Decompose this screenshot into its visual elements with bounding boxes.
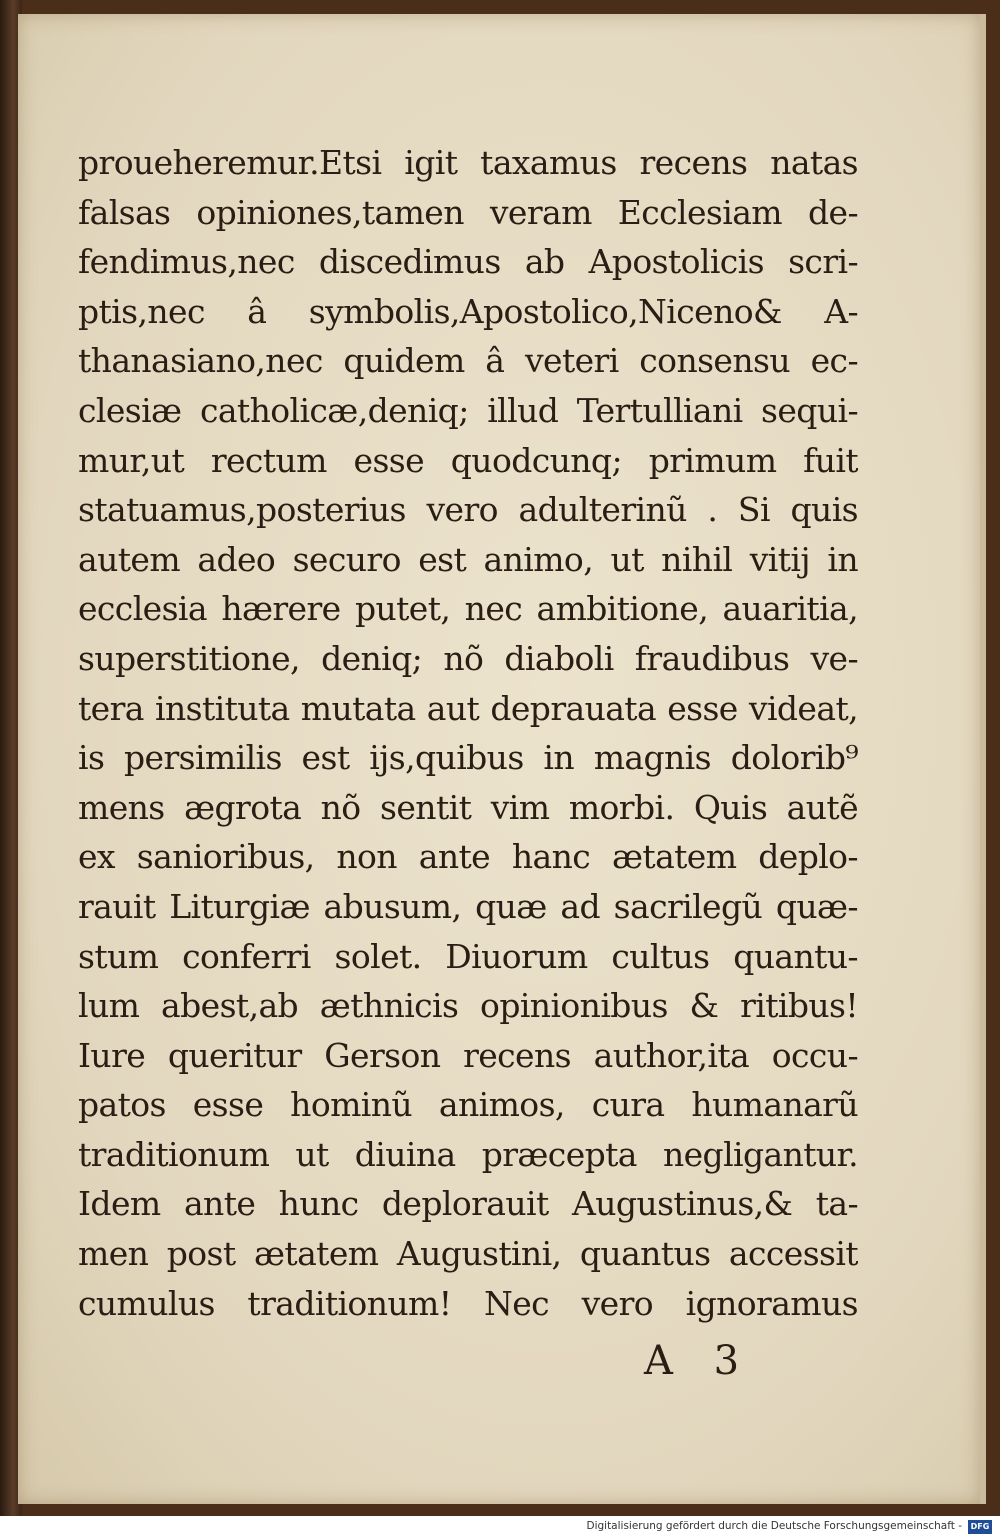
dfg-logo-icon: DFG [968, 1520, 992, 1534]
text-line: clesiæ catholicæ,deniq; illud Tertulliani sequi- [78, 390, 858, 430]
text-line: fendimus,nec discedimus ab Apostolicis scri- [78, 242, 858, 282]
text-line: cumulus traditionum! Nec vero ignoramus [78, 1283, 858, 1323]
text-line: ptis,nec â symbolis,Apostolico,Niceno& A- [78, 291, 858, 331]
text-line: is persimilis est ijs,quibus in magnis dolorib⁹ [78, 738, 858, 778]
text-line: Iure queritur Gerson recens author,ita occu- [78, 1035, 858, 1075]
text-line: mens ægrota nõ sentit vim morbi. Quis autẽ [78, 787, 858, 827]
text-line: men post ætatem Augustini, quantus accessit [78, 1234, 858, 1274]
text-line: traditionum ut diuina præcepta negligantur. [78, 1134, 858, 1174]
text-line: thanasiano,nec quidem â veteri consensu ec- [78, 341, 858, 381]
footer-credit-text: Digitalisierung gefördert durch die Deutsche Forschungsgemeinschaft - [586, 1520, 962, 1532]
text-line: stum conferri solet. Diuorum cultus quantu- [78, 936, 858, 976]
signature-mark: A 3 [644, 1338, 754, 1384]
page-text-block [78, 138, 858, 1328]
text-line: mur,ut rectum esse quodcunq; primum fuit [78, 440, 858, 480]
text-line: lum abest,ab æthnicis opinionibus & ritibus! [78, 986, 858, 1026]
text-line: superstitione, deniq; nõ diaboli fraudibus ve- [78, 638, 858, 678]
text-line: proueheremur.Etsi igit taxamus recens natas [78, 143, 858, 182]
text-line: falsas opiniones,tamen veram Ecclesiam de- [78, 192, 858, 232]
text-line: tera instituta mutata aut deprauata esse videat, [78, 688, 858, 728]
digitization-footer [0, 1516, 1000, 1540]
text-line: Idem ante hunc deplorauit Augustinus,& ta- [78, 1184, 858, 1224]
text-line: statuamus,posterius vero adulterinũ . Si quis [78, 490, 858, 530]
text-line: ecclesia hærere putet, nec ambitione, auaritia, [78, 589, 858, 629]
text-line: patos esse hominũ animos, cura humanarũ [78, 1085, 858, 1125]
text-line: autem adeo securo est animo, ut nihil vitij in [78, 539, 858, 579]
text-line: rauit Liturgiæ abusum, quæ ad sacrilegũ quæ- [78, 886, 858, 926]
text-line: ex sanioribus, non ante hanc ætatem deplo- [78, 837, 858, 877]
